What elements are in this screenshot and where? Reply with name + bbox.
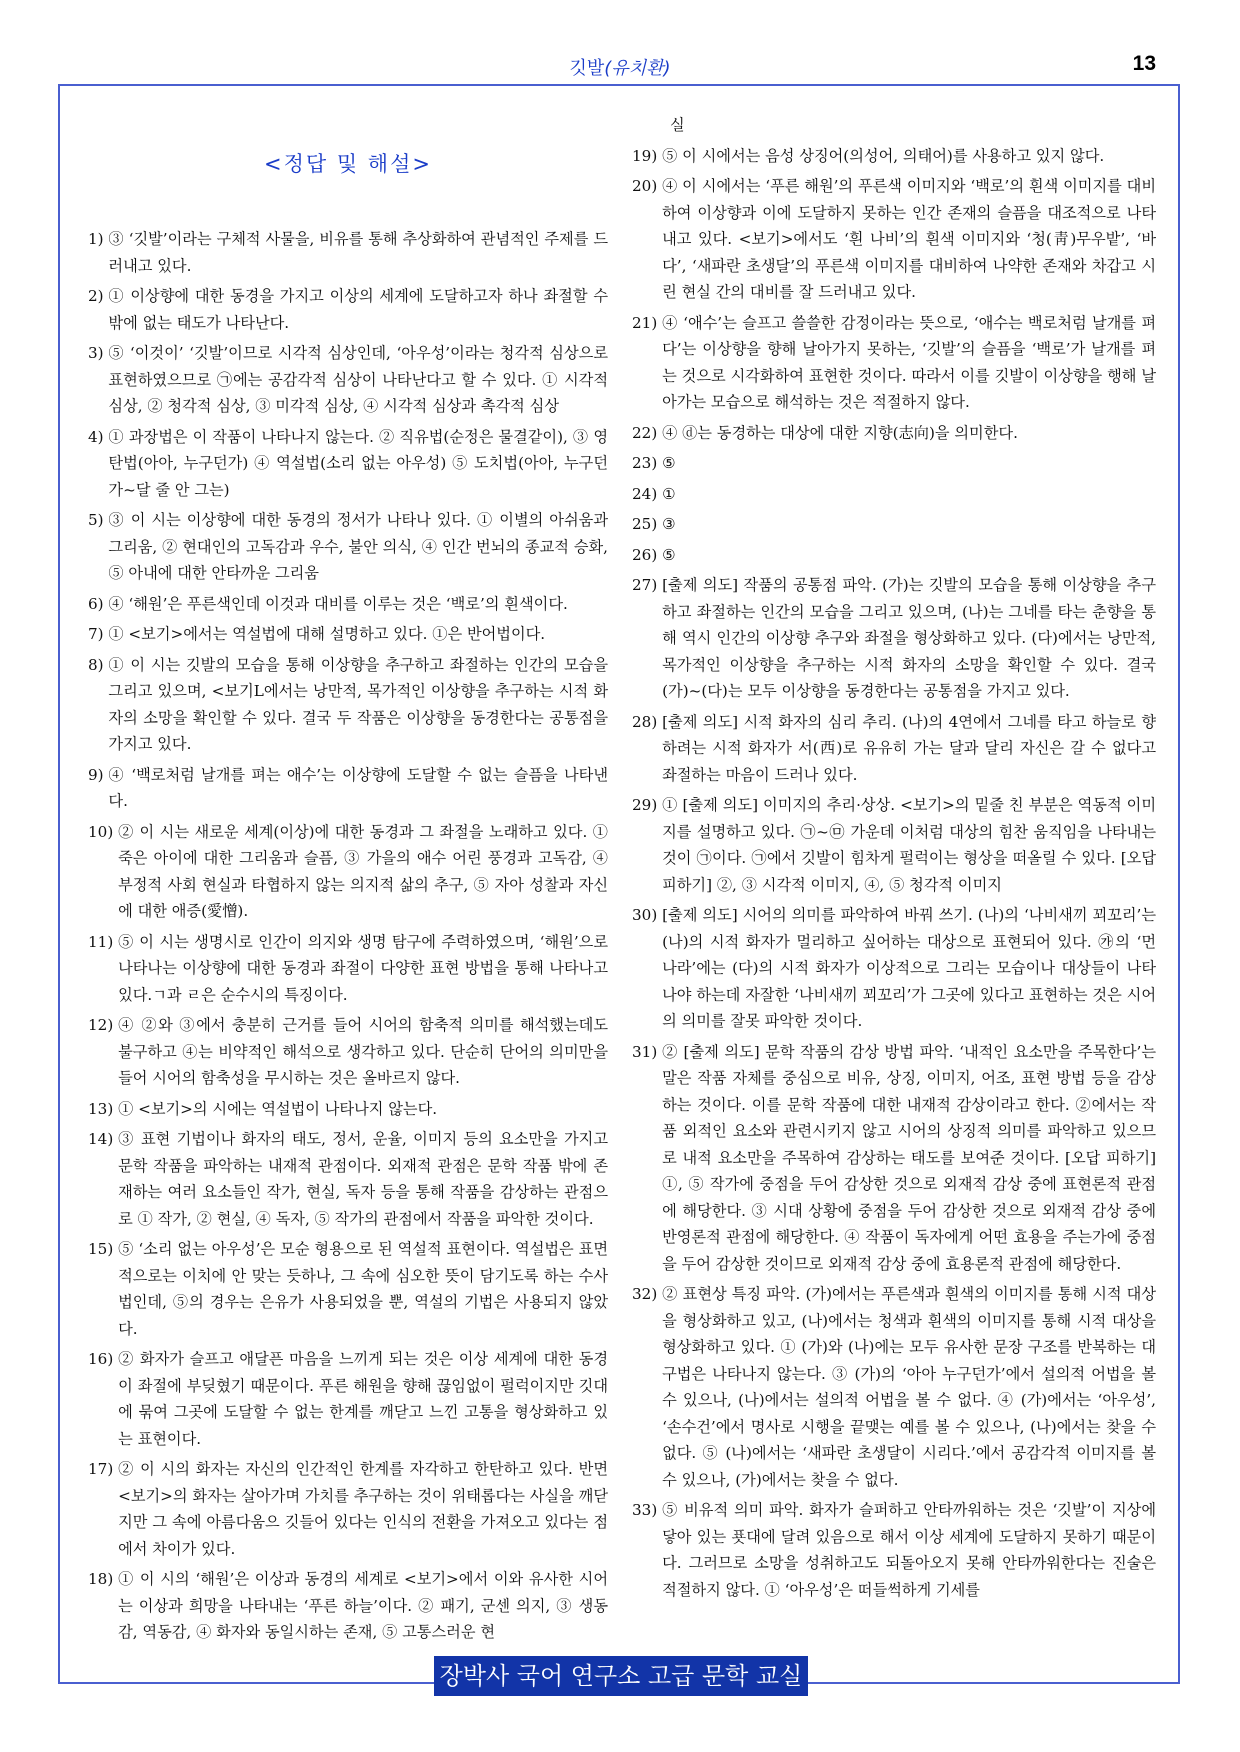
answer-number: 28) (632, 712, 663, 731)
header-title-sub: (유치환) (604, 58, 671, 79)
answer-item (88, 929, 608, 1009)
answer-number: 1) (88, 230, 109, 248)
answer-item (88, 1566, 608, 1646)
answer-item (88, 1126, 608, 1232)
answer-number: 15) (88, 1240, 119, 1258)
answer-item (632, 1039, 1156, 1278)
answer-item (88, 819, 608, 925)
answer-number: 7) (88, 625, 109, 643)
answer-text: [출제 의도] 시어의 의미를 파악하여 바꿔 쓰기. (나)의 ‘나비새끼 꾀꼬리’는 (나)의 시적 화자가 멀리하고 싶어하는 대상으로 표현되어 있다. ㉮의 ‘먼 나라’에는 (다)의 시적 화자가 이상적으로 그리는 모습이나 대상들이 나타나야 하는데 자잘한 ‘나비새끼 꾀꼬리’가 그곳에 있다고 표현하는 것은 시어의 의미를 잘못 파악한 것이다. (662, 906, 1156, 1030)
answer-text: ④ ②와 ③에서 충분히 근거를 들어 시어의 함축적 의미를 해석했는데도 불구하고 ④는 비약적인 해석으로 생각하고 있다. 단순히 단어의 의미만을 들어 시어의 함축성을 무시하는 것은 올바르지 않다. (118, 1016, 608, 1087)
answer-item (632, 420, 1156, 447)
answer-number: 14) (88, 1130, 119, 1148)
answer-text: ⑤ ‘소리 없는 아우성’은 모순 형용으로 된 역설적 표현이다. 역설법은 표면적으로는 이치에 안 맞는 듯하나, 그 속에 심오한 뜻이 담기도록 하는 수사법인데, ⑤의 경우는 은유가 사용되었을 뿐, 역설의 기법은 사용되지 않았다. (118, 1240, 608, 1338)
answer-item (88, 1346, 608, 1452)
answer-text: ① (662, 484, 676, 503)
header-title (0, 54, 1240, 80)
answer-number: 3) (88, 344, 109, 362)
answer-text: ① 이 시는 깃발의 모습을 통해 이상향을 추구하고 좌절하는 인간의 모습을 그리고 있으며, <보기L에서는 낭만적, 목가적인 이상향을 추구하는 시적 화자의 소망을 확인할 수 있다. 결국 두 작품은 이상향을 동경한다는 공통점을 가지고 있다. (108, 655, 608, 753)
answer-number: 22) (632, 423, 663, 442)
footer-banner: 장박사 국어 연구소 고급 문학 교실 (434, 1656, 808, 1696)
answer-text: ③ ‘깃발’이라는 구체적 사물을, 비유를 통해 추상화하여 관념적인 주제를 드러내고 있다. (108, 230, 608, 275)
answer-item (88, 1012, 608, 1092)
answer-text: [출제 의도] 작품의 공통점 파악. (가)는 깃발의 모습을 통해 이상향을 추구하고 좌절하는 인간의 모습을 그리고 있으며, (나)는 그네를 타는 춘향을 통해 역시 인간의 이상향 추구와 좌절을 형상화하고 있다. (다)에서는 낭만적, 목가적인 이상향을 추구하는 시적 화자의 소망을 확인할 수 있다. 결국 (가)~(다)는 모두 이상향을 동경한다는 공통점을 가지고 있다. (662, 576, 1156, 700)
answer-number: 33) (632, 1501, 663, 1519)
answer-text: ② 표현상 특징 파악. (가)에서는 푸른색과 흰색의 이미지를 통해 시적 대상을 형상화하고 있고, (나)에서는 청색과 흰색의 이미지를 통해 시적 대상을 형상화하고 있다. ① (가)와 (나)에는 모두 유사한 문장 구조를 반복하는 대구법은 나타나지 않는다. ③ (가)의 ‘아아 누구던가’에서 설의적 어법을 볼 수 있으나, (나)에서는 설의적 어법을 볼 수 없다. ④ (가)에서는 ‘아우성’, ‘손수건’에서 명사로 시행을 끝맺는 예를 볼 수 있으나, (나)에서는 찾을 수 없다. ⑤ (나)에서는 ‘새파란 초생달이 시리다.’에서 공감각적 이미지를 볼 수 있으나, (가)에서는 찾을 수 없다. (662, 1285, 1156, 1489)
answer-text: ② 화자가 슬프고 애달픈 마음을 느끼게 되는 것은 이상 세계에 대한 동경이 좌절에 부딪혔기 때문이다. 푸른 해원을 향해 끊임없이 펄럭이지만 깃대에 묶여 그곳에 도달할 수 없는 한계를 깨닫고 느낀 고통을 형상화하고 있는 표현이다. (118, 1350, 608, 1448)
answer-number: 23) (632, 454, 663, 472)
answer-item (88, 226, 608, 279)
answer-number: 2) (88, 287, 109, 305)
answer-text: ⑤ 이 시는 생명시로 인간이 의지와 생명 탐구에 주력하였으며, ‘해원’으로 나타나는 이상향에 대한 동경과 좌절이 다양한 표현 방법을 통해 나타나고 있다.ㄱ과 ㄹ은 순수시의 특징이다. (118, 932, 608, 1004)
answer-item (632, 572, 1156, 705)
answer-item (632, 143, 1156, 170)
left-column (88, 226, 608, 1650)
answer-item (632, 542, 1156, 569)
answer-number: 10) (88, 822, 119, 841)
answer-number: 20) (632, 177, 663, 195)
answer-text: ② 이 시는 새로운 세계(이상)에 대한 동경과 그 좌절을 노래하고 있다. ① 죽은 아이에 대한 그리움과 슬픔, ③ 가을의 애수 어린 풍경과 고독감, ④ 부정적 사회 현실과 타협하지 않는 의지적 삶의 추구, ⑤ 자아 성찰과 자신에 대한 애증(愛憎). (118, 822, 608, 920)
page-number: 13 (1132, 52, 1156, 75)
answer-text: ③ 표현 기법이나 화자의 태도, 정서, 운율, 이미지 등의 요소만을 가지고 문학 작품을 파악하는 내재적 관점이다. 외재적 관점은 문학 작품 밖에 존재하는 여러 요소들인 작가, 현실, 독자 등을 통해 작품을 감상하는 관점으로 ① 작가, ② 현실, ④ 독자, ⑤ 작가의 관점에서 작품을 파악한 것이다. (118, 1130, 608, 1228)
answer-text: ⑤ ‘이것이’ ‘깃발’이므로 시각적 심상인데, ‘아우성’이라는 청각적 심상으로 표현하였으므로 ㉠에는 공감각적 심상이 나타난다고 할 수 있다. ① 시각적 심상, ② 청각적 심상, ③ 미각적 심상, ④ 시각적 심상과 촉각적 심상 (108, 344, 608, 415)
answer-item (88, 1096, 608, 1123)
answer-text: ① 이 시의 ‘해원’은 이상과 동경의 세계로 <보기>에서 이와 유사한 시어는 이상과 희망을 나타내는 ‘푸른 하늘’이다. ② 패기, 군센 의지, ③ 생동감, 역동감, ④ 화자와 동일시하는 존재, ⑤ 고통스러운 현 (118, 1570, 608, 1641)
answer-number: 5) (88, 511, 109, 529)
answer-text: ④ ‘백로처럼 날개를 펴는 애수’는 이상향에 도달할 수 없는 슬픔을 나타낸다. (108, 765, 608, 810)
answer-text: ① <보기>의 시에는 역설법이 나타나지 않는다. (118, 1099, 438, 1118)
answer-number: 18) (88, 1570, 119, 1588)
answer-number: 12) (88, 1016, 119, 1034)
answer-number: 26) (632, 545, 663, 564)
answer-text: ③ 이 시는 이상향에 대한 동경의 정서가 나타나 있다. ① 이별의 아쉬움과 그리움, ② 현대인의 고독감과 우수, 불안 의식, ④ 인간 번뇌의 종교적 승화, ⑤ 아내에 대한 안타까운 그리움 (108, 511, 608, 582)
answer-text: ⑤ 비유적 의미 파악. 화자가 슬퍼하고 안타까워하는 것은 ‘깃발’이 지상에 닿아 있는 푯대에 달려 있음으로 해서 이상 세계에 도달하지 못하기 때문이다. 그러므로 소망을 성취하고도 되돌아오지 못해 안타까워한다는 진술은 적절하지 않다. ① ‘아우성’은 떠들썩하게 기세를 (662, 1501, 1156, 1599)
answer-item (632, 173, 1156, 306)
answer-number: 32) (632, 1285, 663, 1303)
continuation-text: 실 (670, 116, 685, 134)
answer-item (632, 511, 1156, 538)
answer-text: ④ ⓓ는 동경하는 대상에 대한 지향(志向)을 의미한다. (662, 423, 1018, 442)
answer-number: 25) (632, 515, 663, 533)
answer-number: 30) (632, 906, 663, 924)
answer-item (88, 340, 608, 420)
answer-item (88, 762, 608, 815)
answer-item (632, 481, 1156, 508)
answer-text: ③ (662, 515, 676, 533)
answer-number: 8) (88, 655, 109, 674)
answer-item (88, 1236, 608, 1342)
answer-number: 24) (632, 484, 663, 503)
answer-item (88, 591, 608, 618)
answer-text: ⑤ (662, 545, 676, 564)
answer-number: 19) (632, 146, 663, 165)
answer-item (88, 652, 608, 758)
answer-item (632, 1281, 1156, 1493)
answer-text: ⑤ (662, 454, 676, 472)
answer-item (632, 450, 1156, 477)
answer-item (632, 709, 1156, 789)
answer-number: 4) (88, 427, 109, 446)
section-heading: <정답 및 해설> (264, 152, 432, 176)
header-title-main: 깃발 (569, 58, 605, 79)
answer-text: ① <보기>에서는 역설법에 대해 설명하고 있다. ①은 반어법이다. (108, 625, 546, 643)
answer-number: 16) (88, 1350, 119, 1368)
answer-text: ① 과장법은 이 작품이 나타나지 않는다. ② 직유법(순정은 물결같이), ③ 영탄법(아아, 누구던가) ④ 역설법(소리 없는 아우성) ⑤ 도치법(아아, 누구던가~달 줄 안 그는) (108, 427, 608, 499)
answer-number: 9) (88, 765, 109, 784)
answer-text: ② [출제 의도] 문학 작품의 감상 방법 파악. ‘내적인 요소만을 주목한다’는 말은 작품 자체를 중심으로 비유, 상징, 이미지, 어조, 표현 방법 등을 감상하는 것이다. 이를 문학 작품에 대한 내재적 감상이라고 한다. ②에서는 작품 외적인 요소와 관련시키지 않고 시어의 상징적 의미를 파악하고 있으므로 내적 요소만을 주목하여 감상하는 태도를 보여준 것이다. [오답 피하기] ①, ⑤ 작가에 중점을 두어 감상한 것으로 외재적 감상 중에 표현론적 관점에 해당한다. ③ 시대 상황에 중점을 두어 감상한 것으로 외재적 감상 중에 반영론적 관점에 해당한다. ④ 작품이 독자에게 어떤 효용을 주는가에 중점을 두어 감상한 것이므로 외재적 감상 중에 효용론적 관점에 해당한다. (662, 1042, 1156, 1273)
answer-text: ④ 이 시에서는 ‘푸른 해원’의 푸른색 이미지와 ‘백로’의 흰색 이미지를 대비하여 이상향과 이에 도달하지 못하는 인간 존재의 슬픔을 대조적으로 나타내고 있다. <보기>에서도 ‘흰 나비’의 흰색 이미지와 ‘청(靑)무우밭’, ‘바다’, ‘새파란 초생달’의 푸른색 이미지를 대비하여 나약한 존재와 차갑고 시린 현실 간의 대비를 잘 드러내고 있다. (662, 177, 1156, 301)
answer-text: ④ ‘해원’은 푸른색인데 이것과 대비를 이루는 것은 ‘백로’의 흰색이다. (108, 594, 568, 613)
answer-item (88, 621, 608, 648)
answer-item (88, 424, 608, 504)
answer-number: 17) (88, 1460, 119, 1478)
answer-number: 13) (88, 1099, 119, 1118)
answer-number: 6) (88, 594, 109, 613)
answer-number: 29) (632, 796, 663, 814)
answer-number: 27) (632, 576, 663, 594)
answer-item (632, 310, 1156, 416)
right-column (632, 112, 1156, 1607)
answer-item (632, 902, 1156, 1035)
answer-text: ① 이상향에 대한 동경을 가지고 이상의 세계에 도달하고자 하나 좌절할 수밖에 없는 태도가 나타난다. (108, 287, 608, 332)
answer-item (632, 792, 1156, 898)
answer-text: ④ ‘애수’는 슬프고 쓸쓸한 감정이라는 뜻으로, ‘애수는 백로처럼 날개를 펴다’는 이상향을 향해 날아가지 못하는, ‘깃발’의 슬픔을 ‘백로’가 날개를 펴는 것으로 시각화하여 표현한 것이다. 따라서 이를 깃발이 이상향을 행해 날아가는 모습으로 해석하는 것은 적절하지 않다. (662, 313, 1156, 411)
answer-number: 21) (632, 313, 663, 332)
answer-number: 11) (88, 932, 119, 951)
answer-text: ① [출제 의도] 이미지의 추리·상상. <보기>의 밑줄 친 부분은 역동적 이미지를 설명하고 있다. ㉠~㉤ 가운데 이처럼 대상의 힘찬 움직임을 나타내는 것이 ㉠이다. ㉠에서 깃발이 힘차게 펄럭이는 형상을 떠올릴 수 있다. [오답 피하기] ②, ③ 시각적 이미지, ④, ⑤ 청각적 이미지 (662, 796, 1156, 894)
answer-text: [출제 의도] 시적 화자의 심리 추리. (나)의 4연에서 그네를 타고 하늘로 향하려는 시적 화자가 서(西)로 유유히 가는 달과 달리 자신은 갈 수 없다고 좌절하는 마음이 드러나 있다. (662, 712, 1156, 784)
answer-text: ② 이 시의 화자는 자신의 인간적인 한계를 자각하고 한탄하고 있다. 반면 <보기>의 화자는 살아가며 가치를 추구하는 것이 위태롭다는 사실을 깨닫지만 그 속에 아름다움으 깃들어 있다는 인식의 전환을 가져오고 있다는 점에서 차이가 있다. (118, 1460, 608, 1558)
answer-text: ⑤ 이 시에서는 음성 상징어(의성어, 의태어)를 사용하고 있지 않다. (662, 146, 1105, 165)
answer-item (88, 507, 608, 587)
answer-item (88, 283, 608, 336)
answer-item (632, 1497, 1156, 1603)
answer-item (88, 1456, 608, 1562)
answer-number: 31) (632, 1042, 663, 1061)
